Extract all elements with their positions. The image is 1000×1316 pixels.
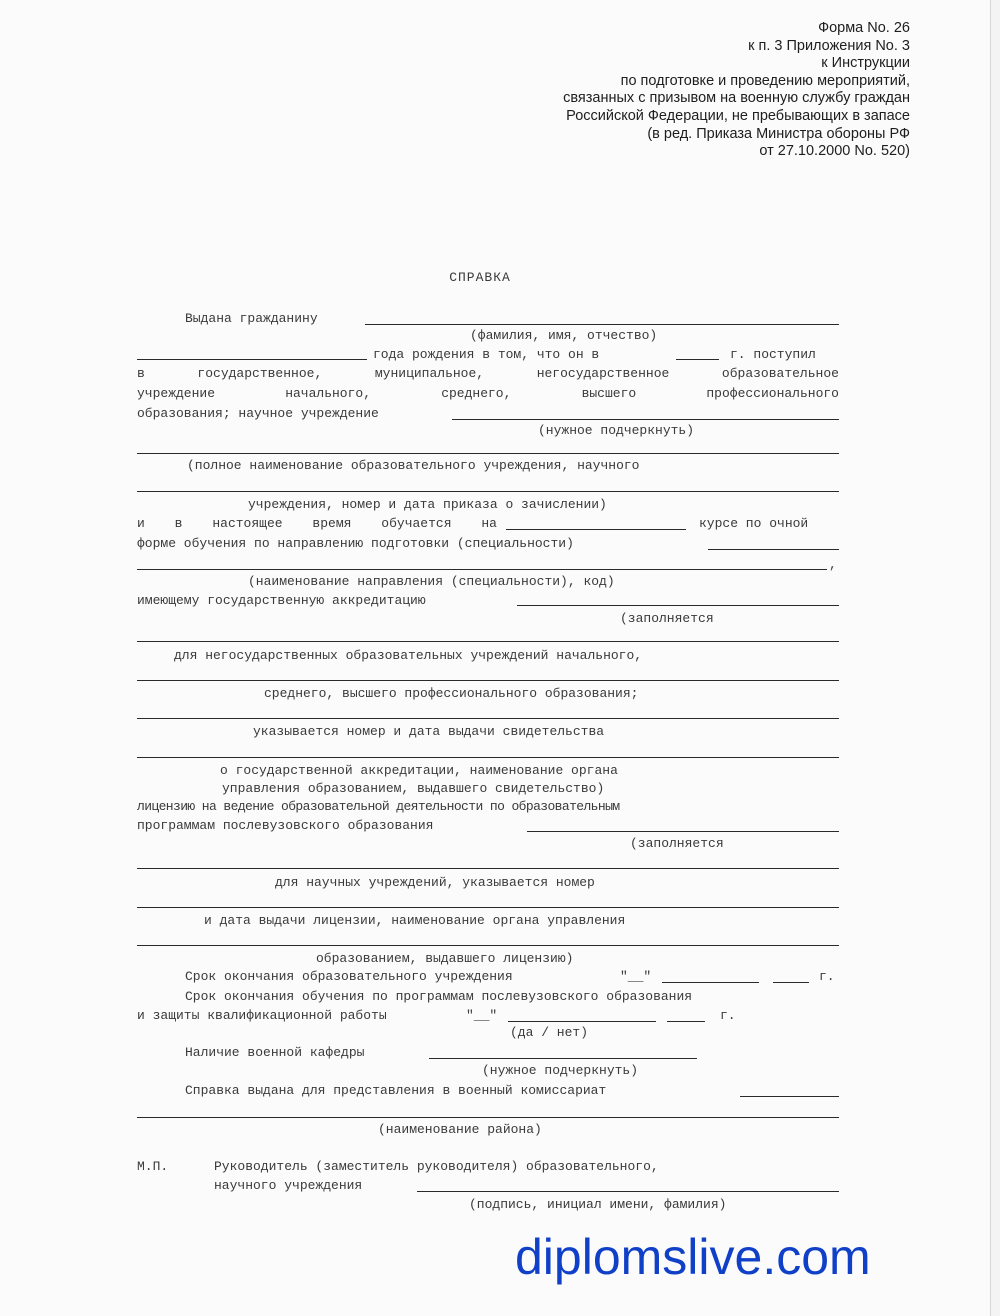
license-text-2: программам послевузовского образования xyxy=(137,818,434,833)
end-date-year-suffix: г. xyxy=(819,969,835,984)
fill-caption-b2: для научных учреждений, указывается номер xyxy=(275,875,595,890)
fullname-line-2 xyxy=(137,491,839,492)
postgrad-year-suffix: г. xyxy=(720,1008,736,1023)
header-line: связанных с призывом на военную службу граждан xyxy=(563,90,910,107)
end-date-month-line xyxy=(662,982,759,983)
word: в xyxy=(137,366,145,381)
word: образовательное xyxy=(721,366,839,381)
postgrad-date-day: "__" xyxy=(466,1008,498,1023)
education-scientific-text: образования; научное учреждение xyxy=(137,406,379,421)
license-line xyxy=(527,831,839,832)
fullname-caption-1: (полное наименование образовательного учреждения, научного xyxy=(187,458,640,473)
fill-caption-b4: образованием, выдавшего лицензию) xyxy=(316,951,574,966)
license-line-2 xyxy=(137,868,839,869)
fio-caption: (фамилия, имя, отчество) xyxy=(470,328,658,343)
study-form-text: форме обучения по направлению подготовки (специальности) xyxy=(137,536,574,551)
fill-caption-4: указывается номер и дата выдачи свидетельства xyxy=(253,724,605,739)
military-dept-line xyxy=(429,1058,697,1059)
military-dept-text: Наличие военной кафедры xyxy=(185,1045,365,1060)
enroll-year-line xyxy=(676,359,719,360)
postgrad-year-line xyxy=(667,1021,705,1022)
fullname-line-1 xyxy=(137,453,839,454)
word: среднего, xyxy=(441,386,512,401)
word: муниципальное, xyxy=(374,366,485,381)
word: на xyxy=(481,516,497,531)
header-line: по подготовке и проведению мероприятий, xyxy=(620,72,910,89)
signature-line xyxy=(417,1191,839,1192)
word: начального, xyxy=(285,386,372,401)
end-date-year-line xyxy=(773,982,809,983)
word: учреждение xyxy=(137,386,216,401)
fullname-caption-2: учреждения, номер и дата приказа о зачислении) xyxy=(248,497,607,512)
word: профессионального xyxy=(706,386,839,401)
document-title: СПРАВКА xyxy=(449,270,511,285)
postgrad-text-2: и защиты квалификационной работы xyxy=(137,1008,387,1023)
direction-caption: (наименование направления (специальности), код) xyxy=(248,574,615,589)
underline-caption-2: (нужное подчеркнуть) xyxy=(482,1063,639,1078)
header-line: (в ред. Приказа Министра обороны РФ xyxy=(647,125,910,142)
commissariat-line-2 xyxy=(137,1117,839,1118)
postgrad-text-1: Срок окончания обучения по программам послевузовского образования xyxy=(185,989,693,1004)
word: государственное, xyxy=(197,366,323,381)
word: настоящее xyxy=(212,516,283,531)
word: в xyxy=(174,516,183,531)
fill-caption-2: для негосударственных образовательных учреждений начального, xyxy=(174,648,643,663)
head-text-2: научного учреждения xyxy=(214,1178,363,1193)
header-line: Российской Федерации, не пребывающих в запасе xyxy=(566,107,910,124)
word: время xyxy=(312,516,352,531)
institution-types-line xyxy=(137,366,839,381)
birth-year-text: года рождения в том, что он в xyxy=(373,347,600,362)
birth-year-line xyxy=(137,359,367,360)
issued-to-label: Выдана гражданину xyxy=(185,311,318,326)
period-mark: , xyxy=(829,557,837,572)
head-text-1: Руководитель (заместитель руководителя) образовательного, xyxy=(214,1159,659,1174)
stamp-place: М.П. xyxy=(137,1159,169,1174)
district-caption: (наименование района) xyxy=(378,1122,542,1137)
word: обучается xyxy=(381,516,452,531)
license-text-1: лицензию на ведение образовательной деятельности по образовательным xyxy=(137,799,620,814)
institution-levels-line xyxy=(137,386,839,401)
fill-caption-b3: и дата выдачи лицензии, наименование органа управления xyxy=(204,913,626,928)
fill-caption-5: о государственной аккредитации, наименование органа xyxy=(220,763,618,778)
form-header xyxy=(390,20,910,161)
header-line: к Инструкции xyxy=(821,55,910,72)
fill-caption-6: управления образованием, выдавшего свидетельство) xyxy=(222,781,605,796)
course-line xyxy=(506,529,686,530)
issued-for-text: Справка выдана для представления в военный комиссариат xyxy=(185,1083,607,1098)
course-text: курсе по очной xyxy=(699,516,809,531)
studying-text xyxy=(137,516,497,531)
word: и xyxy=(137,516,145,531)
word: высшего xyxy=(581,386,637,401)
accreditation-text: имеющему государственную аккредитацию xyxy=(137,593,426,608)
license-line-3 xyxy=(137,907,839,908)
fio-line xyxy=(365,324,839,325)
header-line: к п. 3 Приложения No. 3 xyxy=(748,37,910,54)
commissariat-line-1 xyxy=(740,1096,839,1097)
end-date-text: Срок окончания образовательного учреждения xyxy=(185,969,513,984)
accreditation-line-4 xyxy=(137,718,839,719)
yes-no-caption: (да / нет) xyxy=(510,1025,589,1040)
specialty-line-1 xyxy=(708,549,839,550)
underline-caption: (нужное подчеркнуть) xyxy=(538,423,695,438)
fill-caption-1: (заполняется xyxy=(620,611,714,626)
specialty-line-2 xyxy=(137,569,827,570)
accreditation-line-3 xyxy=(137,680,839,681)
end-date-day: "__" xyxy=(620,969,652,984)
watermark-text: diplomslive.com xyxy=(515,1229,871,1285)
license-line-4 xyxy=(137,945,839,946)
fill-caption-3: среднего, высшего профессионального образования; xyxy=(264,686,639,701)
enroll-year-suffix: г. поступил xyxy=(730,347,816,362)
institution-line xyxy=(452,419,839,420)
word: негосударственное xyxy=(536,366,670,381)
fill-caption-b1: (заполняется xyxy=(630,836,724,851)
signature-caption: (подпись, инициал имени, фамилия) xyxy=(469,1197,727,1212)
postgrad-month-line xyxy=(508,1021,656,1022)
accreditation-line-5 xyxy=(137,757,839,758)
accreditation-line xyxy=(517,605,839,606)
header-line: от 27.10.2000 No. 520) xyxy=(759,143,910,160)
header-line: Форма No. 26 xyxy=(818,20,910,36)
accreditation-line-2 xyxy=(137,641,839,642)
